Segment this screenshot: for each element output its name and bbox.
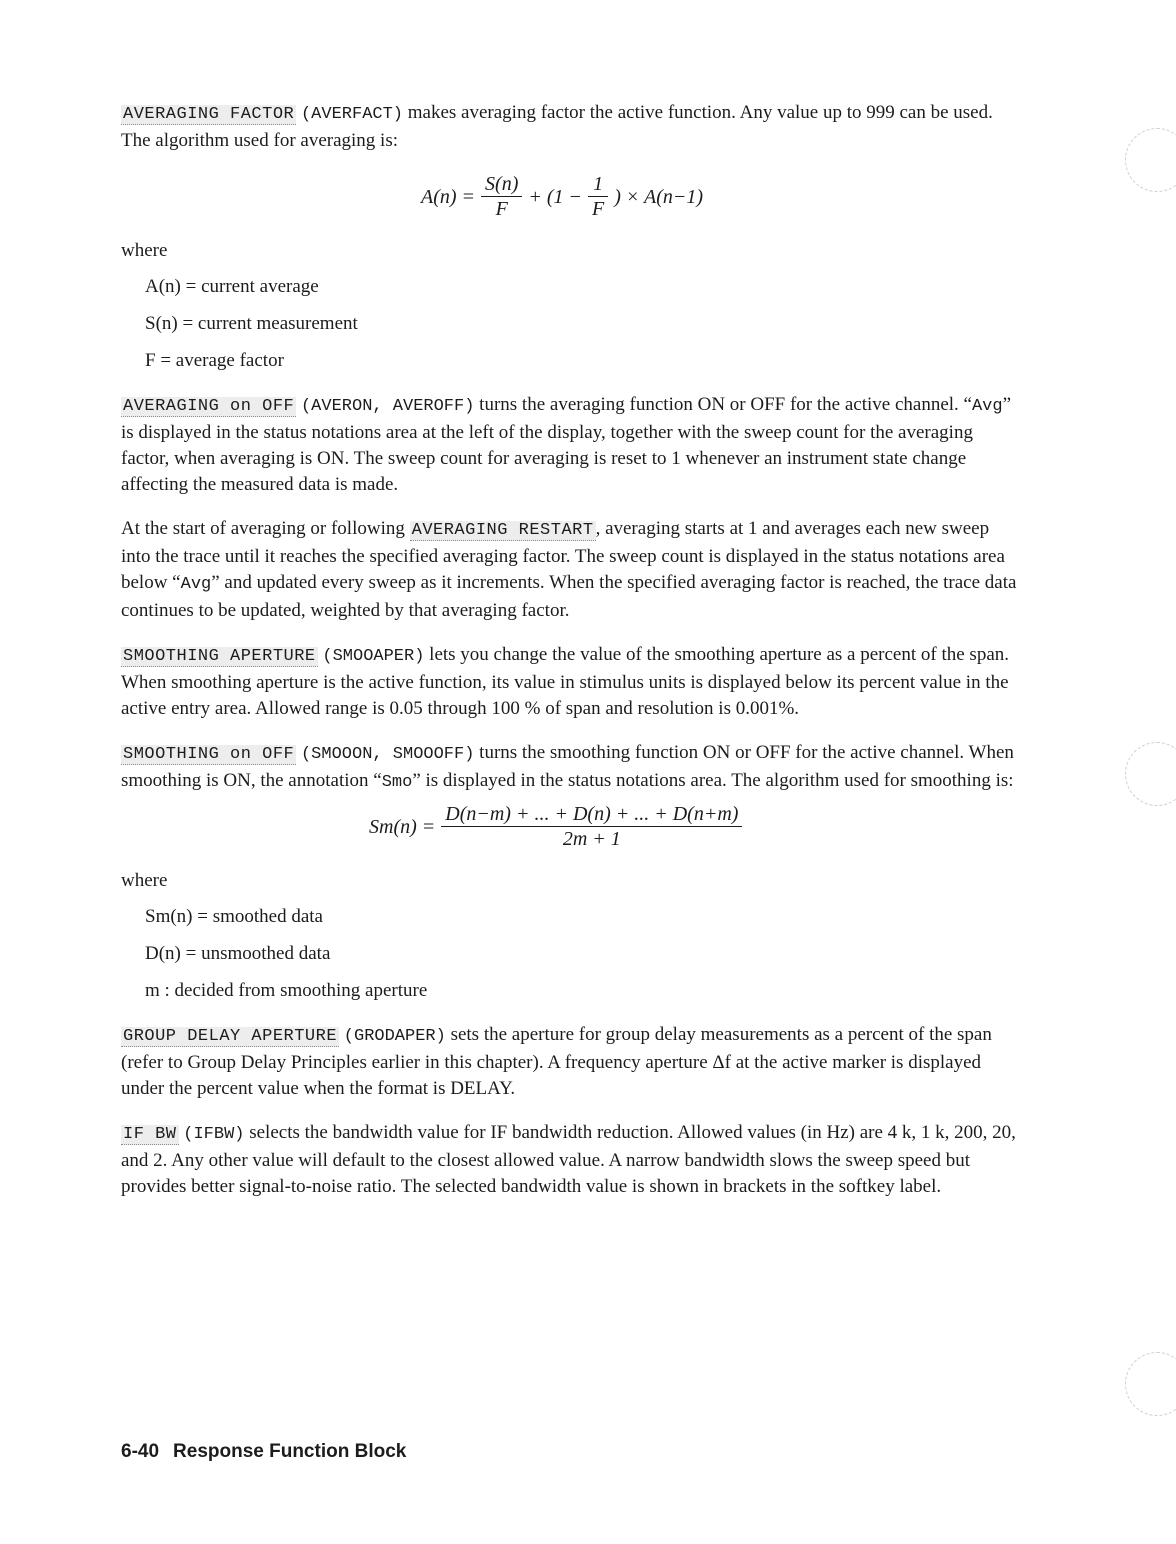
paragraph-text: ” is displayed in the status notations area at the left of the display, together with the sweep count for the averaging factor, when averaging is ON. The sweep count for averaging is reset to 1 whenever an instrument state change affecting the measured data is made.	[121, 394, 1012, 495]
paragraph-averaging-restart	[121, 516, 1021, 624]
paragraph-text: , averaging starts at 1 and averages each new sweep into the trace until it reaches the specified averaging factor. The sweep count is displayed in the status notations area below “	[121, 518, 1005, 593]
equation-lhs: Sm(n) =	[369, 815, 436, 838]
paragraph-smoothing-on-off	[121, 740, 1021, 796]
command-grodaper: (GRODAPER)	[343, 1027, 446, 1046]
fraction-numerator: D(n−m) + ... + D(n) + ... + D(n+m)	[441, 802, 742, 827]
annotation-avg: Avg	[971, 397, 1003, 416]
paragraph-text: turns the averaging function ON or OFF for the active channel. “	[474, 394, 972, 415]
command-smooaper: (SMOOAPER)	[322, 647, 425, 666]
softkey-if-bw: IF BW	[123, 1125, 177, 1144]
command-smooon-smooooff: (SMOOON, SMOOOFF)	[300, 745, 475, 764]
paragraph-text: makes averaging factor the active function. Any value up to 999 can be used. The algorithm used for averaging is:	[121, 102, 993, 151]
where-label: where	[121, 870, 168, 891]
definition-item: A(n) = current average	[145, 276, 319, 297]
softkey-averaging-on-off: AVERAGING on OFF	[123, 397, 295, 416]
paragraph-if-bw	[121, 1120, 1021, 1200]
definition-item: m : decided from smoothing aperture	[145, 980, 428, 1001]
command-averfact: (AVERFACT)	[300, 105, 404, 124]
annotation-avg: Avg	[180, 575, 212, 594]
fraction-denominator: F	[592, 198, 605, 220]
section-title: Response Function Block	[173, 1441, 407, 1462]
command-ifbw: (IFBW)	[183, 1125, 245, 1144]
paragraph-text: ” is displayed in the status notations area. The algorithm used for smoothing is:	[412, 770, 1014, 791]
paragraph-averaging-on-off	[121, 392, 1021, 498]
paragraph-group-delay-aperture	[121, 1022, 1021, 1102]
fraction-denominator: 2m + 1	[562, 828, 621, 850]
equation-fraction	[588, 172, 608, 221]
document-page	[121, 100, 1021, 1218]
smoothing-definitions	[145, 904, 1021, 1004]
equation-fraction	[481, 172, 522, 221]
paragraph-smoothing-aperture	[121, 642, 1021, 722]
binder-hole-top	[1125, 128, 1176, 192]
softkey-group-delay-aperture: GROUP DELAY APERTURE	[123, 1027, 338, 1046]
paragraph-text: turns the smoothing function ON or OFF for the active channel. When smoothing is ON, the annotation “	[121, 742, 1014, 791]
definition-item: S(n) = current measurement	[145, 313, 358, 334]
equation-middle: + (1 −	[528, 185, 583, 208]
softkey-smoothing-aperture: SMOOTHING APERTURE	[123, 647, 316, 666]
paragraph-text: lets you change the value of the smoothing aperture as a percent of the span. When smoothing aperture is the active function, its value in stimulus units is displayed below its percent value in the active entry area. Allowed range is 0.05 through 100 % of span and resolution is 0.001%.	[121, 644, 1009, 719]
binder-hole-bottom	[1125, 1352, 1176, 1416]
fraction-denominator: F	[495, 198, 508, 220]
binder-hole-middle	[1125, 742, 1176, 806]
smoothing-equation	[121, 802, 1021, 858]
annotation-smo: Smo	[381, 773, 413, 792]
paragraph-text: selects the bandwidth value for IF bandwidth reduction. Allowed values (in Hz) are 4 k, 1 k, 200, 20, and 2. Any other value will default to the closest allowed value. A narrow bandwidth slows the sweep speed but provides better signal-to-noise ratio. The selected bandwidth value is shown in brackets in the softkey label.	[121, 1122, 1016, 1197]
definition-item: Sm(n) = smoothed data	[145, 906, 323, 927]
definition-item: F = average factor	[145, 350, 284, 371]
equation-fraction	[441, 802, 742, 851]
fraction-numerator: S(n)	[481, 172, 522, 197]
paragraph-averaging-factor	[121, 100, 1021, 154]
page-footer	[121, 1441, 406, 1463]
paragraph-text: At the start of averaging or following	[121, 518, 410, 539]
paragraph-text: ” and updated every sweep as it increments. When the specified averaging factor is reached, the trace data continues to be updated, weighted by that averaging factor.	[121, 572, 1017, 621]
softkey-averaging-factor: AVERAGING FACTOR	[123, 105, 295, 124]
fraction-numerator: 1	[588, 172, 608, 197]
where-label: where	[121, 240, 168, 261]
averaging-definitions	[145, 274, 1021, 374]
equation-tail: ) × A(n−1)	[614, 185, 704, 208]
definition-item: D(n) = unsmoothed data	[145, 943, 331, 964]
softkey-smoothing-on-off: SMOOTHING on OFF	[123, 745, 295, 764]
softkey-averaging-restart: AVERAGING RESTART	[411, 521, 594, 540]
averaging-equation	[121, 172, 1021, 228]
command-averon-averoff: (AVERON, AVEROFF)	[300, 397, 475, 416]
equation-lhs: A(n) =	[421, 185, 476, 208]
page-number: 6-40	[121, 1441, 160, 1462]
paragraph-text: sets the aperture for group delay measurements as a percent of the span (refer to Group Delay Principles earlier in this chapter). A frequency aperture Δf at the active marker is displayed under the percent value when the format is DELAY.	[121, 1024, 992, 1099]
